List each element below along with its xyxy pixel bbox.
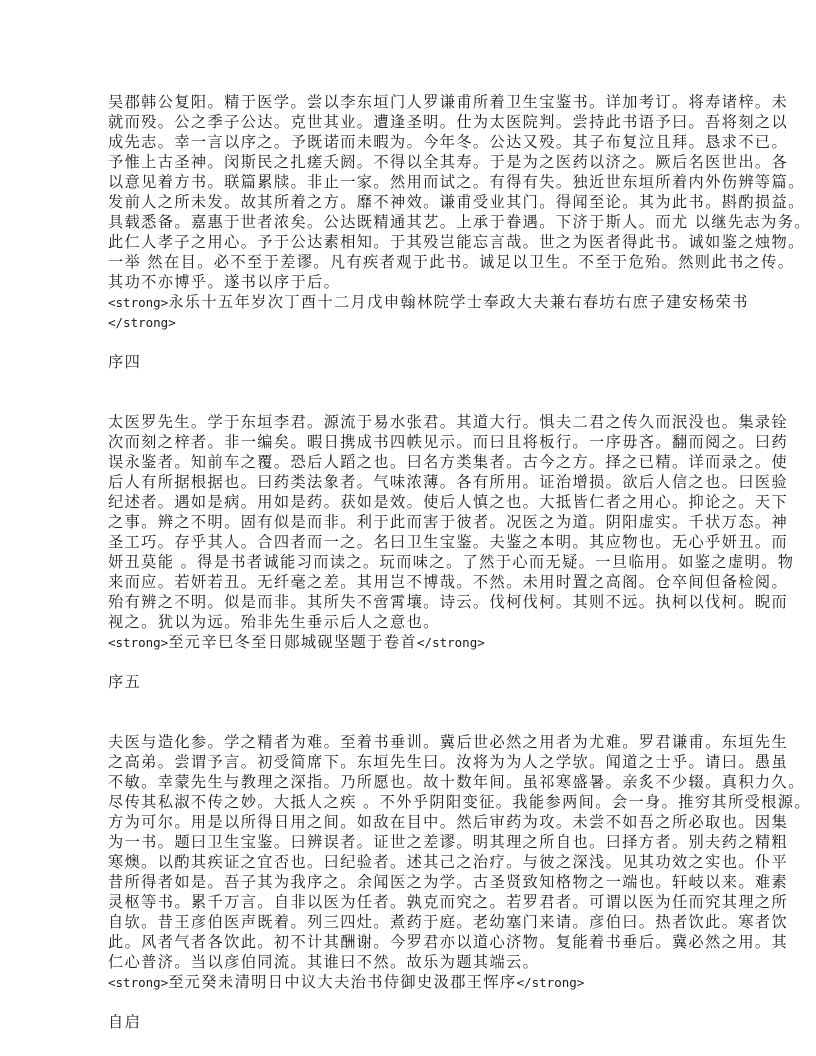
- text-line: 吴郡韩公复阳。精于医学。尝以李东垣门人罗谦甫所着卫生宝鉴书。详加考订。将寿诸梓。未: [108, 93, 789, 111]
- document-page: [108, 92, 811, 1032]
- signature-text: 永乐十五年岁次丁酉十二月戊申翰林院学士奉政大夫兼右春坊右庶子建安杨荣书: [168, 293, 749, 311]
- text-line: 寒燠。以酌其疾证之宜否也。曰纪验者。述其己之治疗。与彼之深浅。见其功效之实也。仆平: [108, 853, 789, 871]
- strong-close-tag: </strong>: [417, 635, 485, 650]
- signature-line: [108, 632, 712, 652]
- text-line: 误永鉴者。知前车之覆。恐后人蹈之也。曰名方类集者。古今之方。择之已精。详而录之。使: [108, 453, 789, 471]
- text-line: 发前人之所未发。故其所着之方。靡不神效。谦甫受业其门。得闻至论。其为此书。斟酌损益。: [108, 193, 805, 211]
- text-line: 自欤。昔王彦伯医声既着。列三四灶。煮药于庭。老幼塞门来请。彦伯曰。热者饮此。寒者饮: [108, 913, 789, 931]
- strong-open-tag: <strong>: [108, 295, 169, 310]
- spacer: [108, 692, 712, 712]
- text-line: 来而应。若妍若丑。无纤毫之差。其用岂不博哉。不然。未用时置之高阁。仓卒间但备检阅。: [108, 573, 789, 591]
- preface3-body: [108, 92, 811, 332]
- text-line: 此。风者气者各饮此。初不计其酬谢。今罗君亦以道心济物。复能着书垂后。冀必然之用。其: [108, 933, 789, 951]
- text-line: 予惟上古圣神。闵斯民之扎瘥夭阏。不得以全其寿。于是为之医药以济之。厥后名医世出。各: [108, 153, 789, 171]
- section-heading-preface4: 序四: [108, 353, 142, 371]
- text-line: 就而殁。公之季子公达。克世其业。遭逢圣明。仕为太医院判。尝持此书语予曰。吾将刻之以: [108, 113, 789, 131]
- preface4-body: [108, 412, 795, 652]
- text-line: 一举 然在目。必不至于差谬。凡有疾者观于此书。诚足以卫生。不至于危殆。然则此书之传。: [108, 253, 795, 271]
- signature-line-end: [108, 312, 712, 332]
- text-line: 方为可尔。用是以所得日用之间。如敌在目中。然后审药为攻。未尝不如吾之所必取也。因集: [108, 813, 789, 831]
- strong-open-tag: <strong>: [108, 635, 169, 650]
- text-line: 太医罗先生。学于东垣李君。源流于易水张君。其道大行。惧夫二君之传久而泯没也。集录铨: [108, 413, 789, 431]
- text-line: 殆有辨之不明。似是而非。其所失不啻霄壤。诗云。伐柯伐柯。其则不远。执柯以伐柯。睨而: [108, 593, 789, 611]
- text-line: 具载悉备。嘉惠于世者浓矣。公达既精通其艺。上承于眷遇。下济于斯人。而尤 以继先志为务。: [108, 213, 811, 231]
- text-line: 灵枢等书。累千万言。自非以医为任者。孰克而究之。若罗君者。可谓以医为任而究其理之所: [108, 893, 789, 911]
- preface5-body: [108, 732, 811, 992]
- text-line: 之高弟。尝谓予言。初受简席下。东垣先生曰。汝将为为人之学欤。闻道之士乎。请曰。愚虽: [108, 753, 789, 771]
- signature-text: 至元辛巳冬至日郧城砚坚题于卷首: [168, 633, 418, 651]
- text-line: 其功不亦博乎。遂书以序于后。: [108, 273, 341, 291]
- strong-close-tag: </strong>: [516, 975, 585, 990]
- strong-close-tag: </strong>: [108, 315, 176, 330]
- text-line: 之事。辨之不明。固有似是而非。利于此而害于彼者。况医之为道。阴阳虚实。千状万态。神: [108, 513, 789, 531]
- spacer: [108, 992, 712, 1012]
- text-line: 圣工巧。存乎其人。合四者而一之。名曰卫生宝鉴。夫鉴之本明。其应物也。无心乎妍丑。而: [108, 533, 789, 551]
- text-line: 尽传其私淑不传之妙。大抵人之疾 。不外乎阴阳变征。我能参两间。会一身。推穷其所受根源。: [108, 793, 811, 811]
- spacer: [108, 392, 712, 412]
- text-line: 仁心普济。当以彦伯同流。其谁曰不然。故乐为题其端云。: [108, 953, 540, 971]
- text-line: 后人有所据根据也。曰药类法象者。气味浓薄。各有所用。证治增损。欲后人信之也。曰医验: [108, 473, 789, 491]
- section-heading-preface5: 序五: [108, 673, 142, 691]
- signature-line: [108, 292, 749, 312]
- text-line: 为一书。题曰卫生宝鉴。曰辨误者。证世之差谬。明其理之所自也。曰择方者。别夫药之精粗: [108, 833, 789, 851]
- spacer: [108, 332, 712, 352]
- text-line: 以意见着方书。联篇累牍。非止一家。然用而试之。有得有失。独近世东垣所着内外伤辨等篇。: [108, 173, 805, 191]
- text-line: 昔所得者如是。吾子其为我序之。余闻医之为学。古圣贤致知格物之一端也。轩岐以来。难素: [108, 873, 789, 891]
- signature-text: 至元癸未清明日中议大夫治书侍御史汲郡王恽序: [168, 973, 517, 991]
- text-line: 成先志。幸一言以序之。予既诺而未暇为。今年冬。公达又殁。其子布复泣且拜。恳求不已。: [108, 133, 789, 151]
- text-line: 不敏。幸蒙先生与教理之深指。乃所愿也。故十数年间。虽祁寒盛暑。亲炙不少辍。真积力久。: [108, 773, 805, 791]
- text-line: 视之。犹以为远。殆非先生垂示后人之意也。: [108, 613, 440, 631]
- text-line: 次而刻之梓者。非一编矣。暇日携成书四帙见示。而曰且将板行。一序毋吝。翻而阅之。曰药: [108, 433, 789, 451]
- spacer: [108, 652, 712, 672]
- text-line: 此仁人孝子之用心。予于公达素相知。于其殁岂能忘言哉。世之为医者得此书。诚如鉴之烛物。: [108, 233, 805, 251]
- strong-open-tag: <strong>: [108, 975, 169, 990]
- text-line: 妍丑莫能 。得是书者诚能习而读之。玩而味之。了然于心而无疑。一旦临用。如鉴之虚明。物: [108, 553, 795, 571]
- spacer: [108, 372, 712, 392]
- signature-line: [108, 972, 712, 992]
- text-line: 纪述者。遇如是病。用如是药。获如是效。使后人慎之也。大抵皆仁者之用心。抑论之。天下: [108, 493, 789, 511]
- section-heading-next: 自启: [108, 1013, 142, 1031]
- spacer: [108, 712, 712, 732]
- text-line: 夫医与造化参。学之精者为难。至着书垂训。冀后世必然之用者为尤难。罗君谦甫。东垣先生: [108, 733, 789, 751]
